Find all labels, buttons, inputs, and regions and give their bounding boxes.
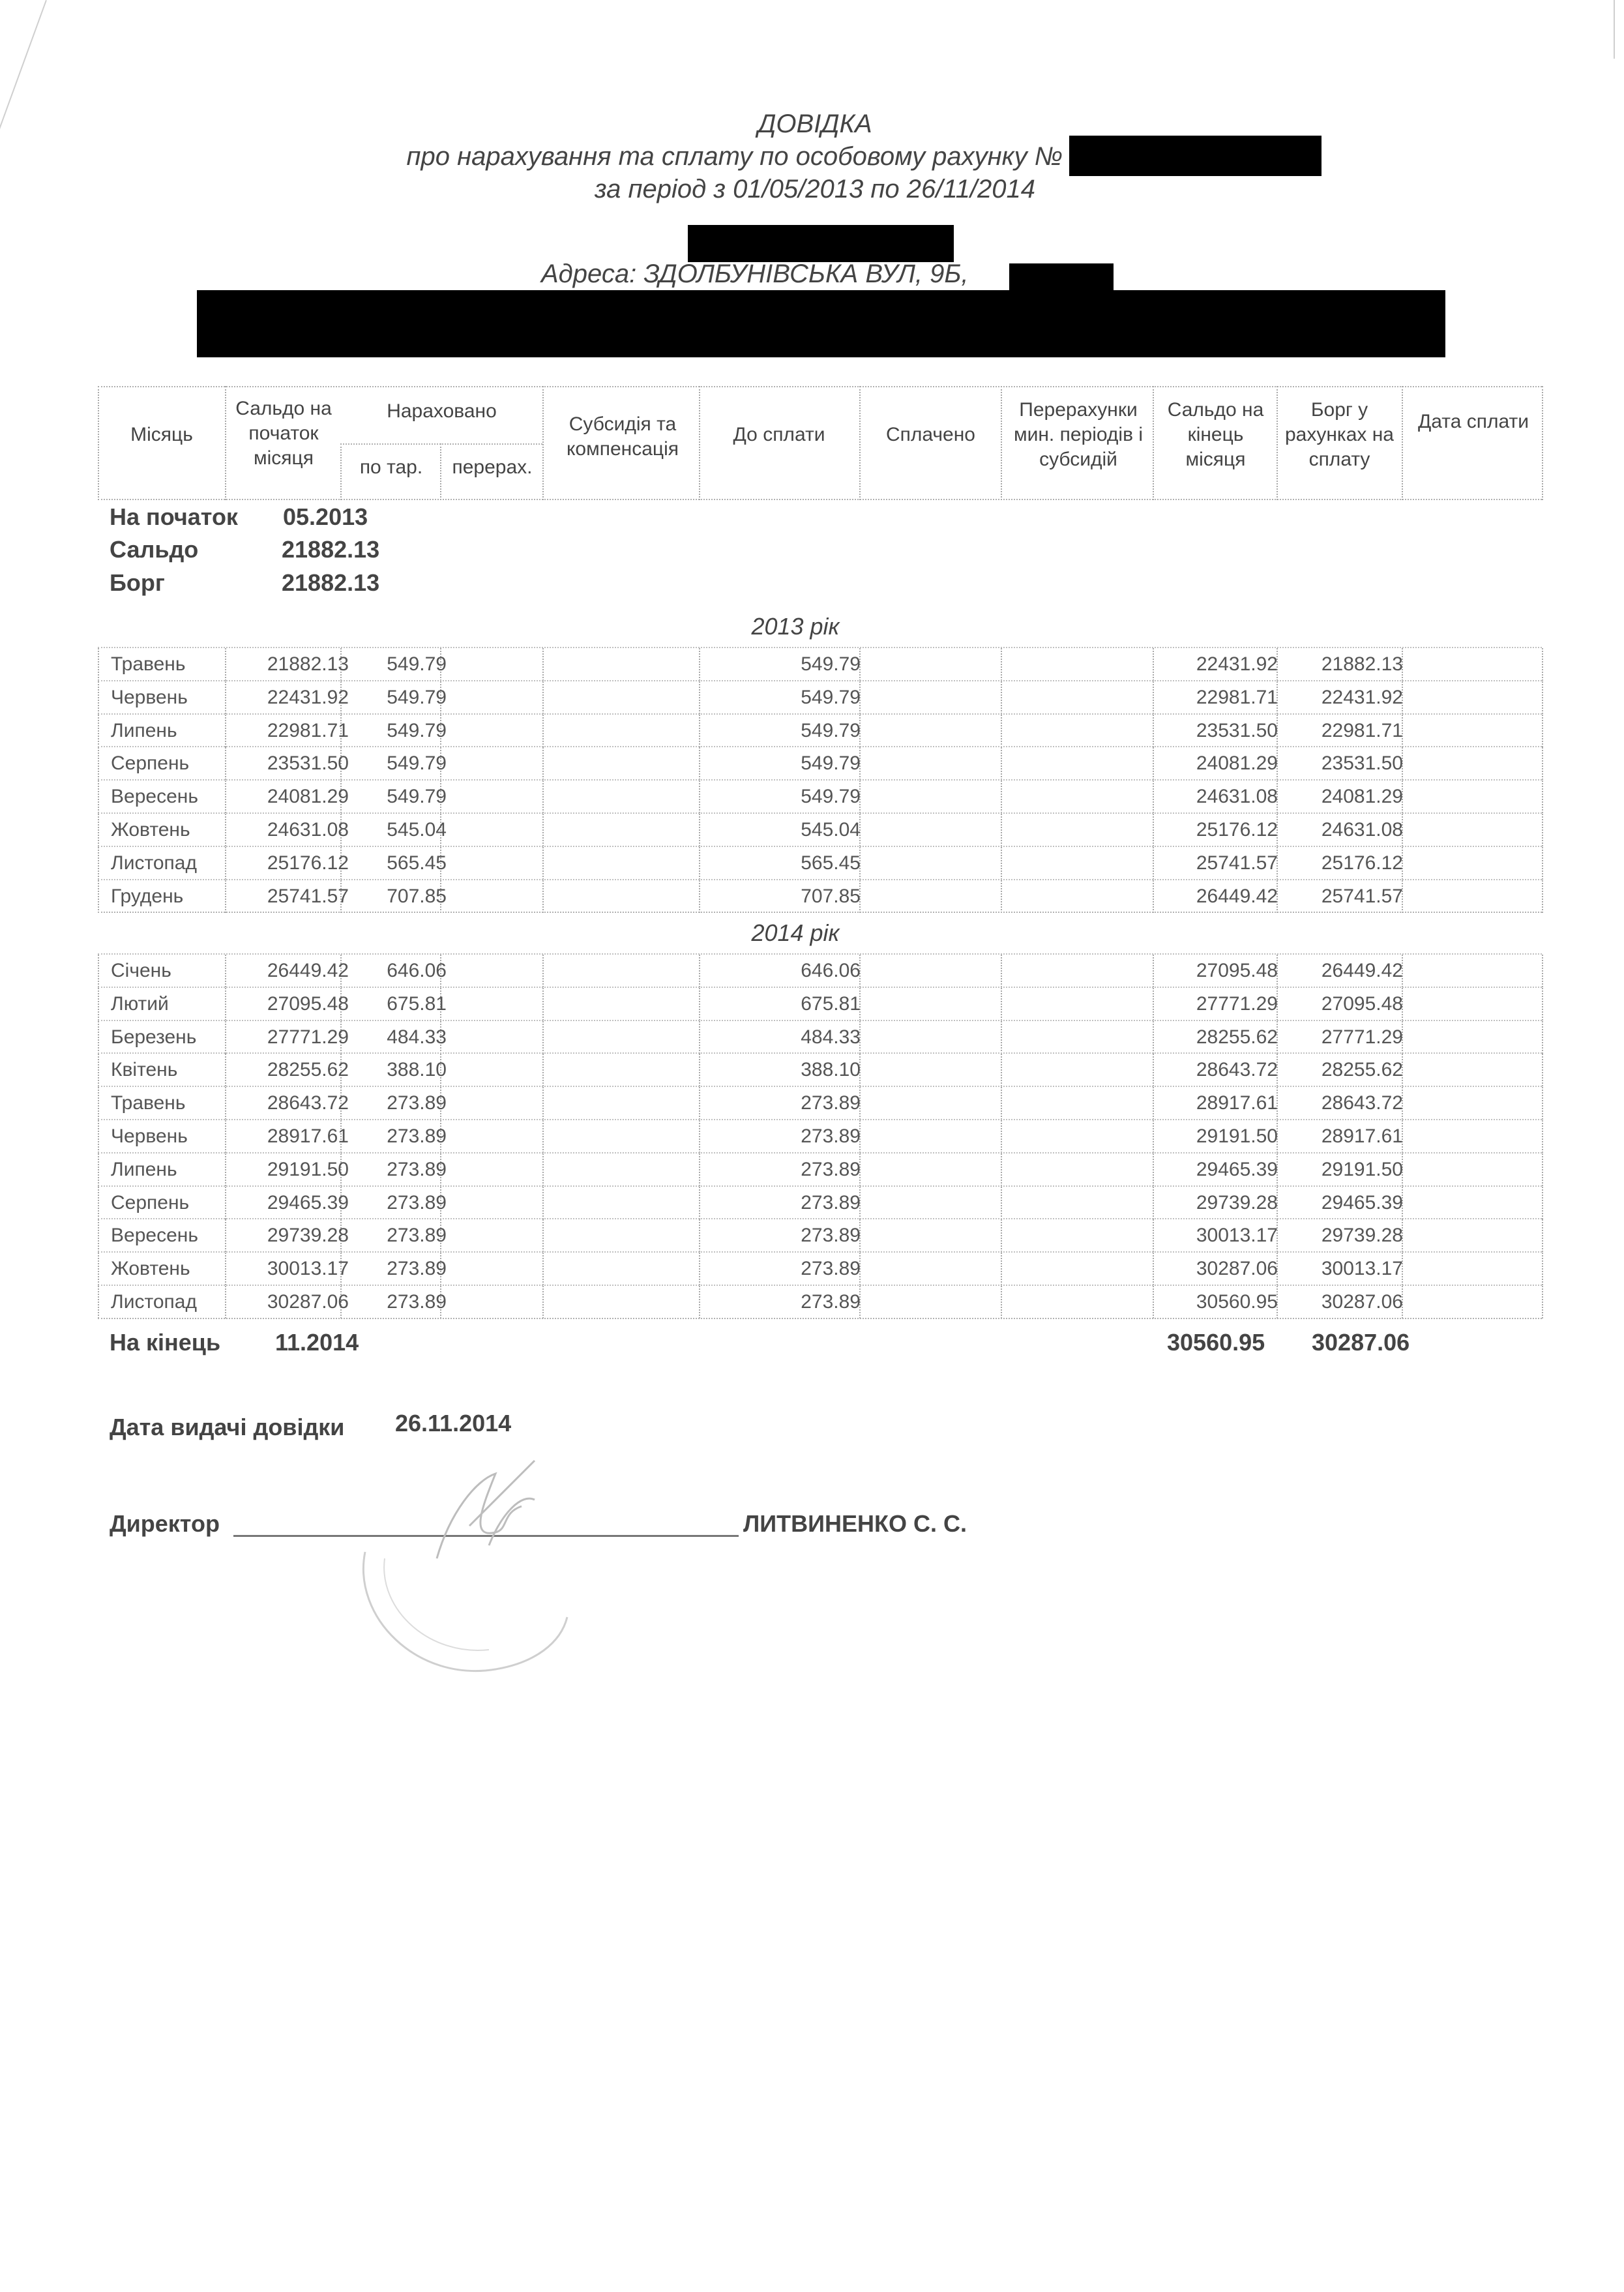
cell-tariff: 646.06 bbox=[387, 960, 447, 981]
table-row bbox=[98, 680, 1542, 714]
table-bottom-border bbox=[98, 912, 1542, 913]
cell-month: Вересень bbox=[111, 1225, 198, 1247]
document-title: ДОВІДКА bbox=[758, 110, 872, 138]
redacted-details-bar bbox=[197, 290, 1445, 357]
cell-debt: 24081.29 bbox=[1321, 786, 1403, 808]
cell-tariff: 273.89 bbox=[387, 1291, 447, 1313]
stamp-inner-ring bbox=[384, 1558, 489, 1650]
table-row bbox=[98, 1218, 1542, 1252]
header-col-divider bbox=[440, 443, 441, 500]
year-heading: 2014 рік bbox=[751, 919, 840, 946]
table-row bbox=[98, 1086, 1542, 1120]
year-heading: 2013 рік bbox=[751, 613, 840, 640]
cell-closing: 28255.62 bbox=[1196, 1026, 1278, 1048]
col-header-recalc-prev: Перерахунки мин. періодів і субсидій bbox=[1013, 399, 1144, 470]
cell-month: Червень bbox=[111, 1125, 188, 1147]
col-header-month: Місяць bbox=[130, 424, 193, 445]
cell-to-pay: 707.85 bbox=[801, 885, 861, 907]
row-col-divider bbox=[98, 1253, 99, 1285]
cell-debt: 30287.06 bbox=[1321, 1291, 1403, 1313]
cell-opening: 28643.72 bbox=[267, 1092, 349, 1114]
cell-closing: 28643.72 bbox=[1196, 1059, 1278, 1081]
table-row bbox=[98, 987, 1542, 1020]
start-balance: 21882.13 bbox=[282, 536, 380, 563]
document-period: за період з 01/05/2013 по 26/11/2014 bbox=[595, 175, 1035, 203]
cell-closing: 27095.48 bbox=[1196, 960, 1278, 981]
row-col-divider bbox=[699, 955, 700, 987]
row-col-divider bbox=[542, 781, 544, 813]
cell-tariff: 273.89 bbox=[387, 1225, 447, 1247]
cell-to-pay: 565.45 bbox=[801, 852, 861, 874]
row-col-divider bbox=[98, 880, 99, 913]
col-header-paid: Сплачено bbox=[885, 424, 975, 445]
table-row bbox=[98, 879, 1542, 913]
row-col-divider bbox=[699, 1087, 700, 1120]
row-col-divider bbox=[98, 1054, 99, 1086]
col-header-closing: Сальдо на кінець місяця bbox=[1167, 399, 1264, 470]
table-row bbox=[98, 1020, 1542, 1054]
cell-month: Березень bbox=[111, 1026, 197, 1048]
cell-month: Грудень bbox=[111, 885, 184, 907]
row-col-divider bbox=[1001, 1253, 1002, 1285]
cell-opening: 23531.50 bbox=[267, 752, 349, 775]
cell-to-pay: 273.89 bbox=[801, 1125, 861, 1147]
cell-tariff: 549.79 bbox=[387, 686, 447, 708]
header-col-divider bbox=[699, 386, 700, 500]
cell-closing: 28917.61 bbox=[1196, 1092, 1278, 1114]
director-name: ЛИТВИНЕНКО С. С. bbox=[743, 1510, 967, 1537]
signature-scribble bbox=[437, 1461, 535, 1558]
row-col-divider bbox=[1001, 1219, 1002, 1252]
row-col-divider bbox=[1542, 1054, 1543, 1086]
row-col-divider bbox=[699, 715, 700, 747]
cell-to-pay: 549.79 bbox=[801, 752, 861, 775]
row-col-divider bbox=[542, 1187, 544, 1219]
cell-opening: 28255.62 bbox=[267, 1059, 349, 1081]
row-col-divider bbox=[542, 955, 544, 987]
cell-month: Жовтень bbox=[111, 1258, 190, 1280]
issue-date-label: Дата видачі довідки bbox=[110, 1414, 345, 1440]
cell-month: Жовтень bbox=[111, 819, 190, 841]
row-col-divider bbox=[98, 781, 99, 813]
cell-opening: 24081.29 bbox=[267, 786, 349, 808]
director-label: Директор bbox=[110, 1510, 220, 1537]
table-row bbox=[98, 1185, 1542, 1219]
document-address: Адреса: ЗДОЛБУНІВСЬКА ВУЛ, 9Б, bbox=[541, 260, 969, 288]
cell-to-pay: 273.89 bbox=[801, 1158, 861, 1180]
cell-month: Лютий bbox=[111, 992, 169, 1015]
row-col-divider bbox=[542, 1054, 544, 1086]
row-col-divider bbox=[542, 648, 544, 681]
start-debt: 21882.13 bbox=[282, 569, 380, 596]
table-row bbox=[98, 1119, 1542, 1153]
cell-month: Серпень bbox=[111, 752, 190, 775]
cell-closing: 24081.29 bbox=[1196, 752, 1278, 775]
cell-closing: 25176.12 bbox=[1196, 819, 1278, 841]
cell-tariff: 549.79 bbox=[387, 786, 447, 808]
col-header-charged: Нараховано bbox=[387, 400, 497, 422]
cell-to-pay: 273.89 bbox=[801, 1291, 861, 1313]
cell-closing: 30287.06 bbox=[1196, 1258, 1278, 1280]
cell-month: Травень bbox=[111, 653, 186, 675]
table-row bbox=[98, 779, 1542, 813]
cell-month: Липень bbox=[111, 1158, 177, 1180]
row-col-divider bbox=[98, 814, 99, 846]
header-top-border bbox=[98, 386, 1542, 387]
cell-closing: 30013.17 bbox=[1196, 1225, 1278, 1247]
col-header-pay-date: Дата сплати bbox=[1417, 411, 1529, 432]
cell-opening: 27095.48 bbox=[267, 992, 349, 1015]
cell-tariff: 273.89 bbox=[387, 1258, 447, 1280]
row-col-divider bbox=[98, 1153, 99, 1186]
cell-opening: 25176.12 bbox=[267, 852, 349, 874]
row-col-divider bbox=[1542, 681, 1543, 714]
row-col-divider bbox=[1542, 814, 1543, 846]
cell-debt: 21882.13 bbox=[1321, 653, 1403, 675]
row-col-divider bbox=[1001, 988, 1002, 1020]
row-col-divider bbox=[1542, 648, 1543, 681]
row-col-divider bbox=[1001, 681, 1002, 714]
row-col-divider bbox=[1542, 1087, 1543, 1120]
cell-opening: 29465.39 bbox=[267, 1191, 349, 1213]
cell-to-pay: 549.79 bbox=[801, 786, 861, 808]
row-col-divider bbox=[1001, 1120, 1002, 1153]
row-col-divider bbox=[1001, 814, 1002, 846]
start-balance-label: Сальдо bbox=[110, 536, 199, 563]
cell-debt: 23531.50 bbox=[1321, 752, 1403, 775]
row-col-divider bbox=[98, 1087, 99, 1120]
header-col-divider bbox=[1542, 386, 1543, 500]
cell-month: Квітень bbox=[111, 1059, 178, 1081]
row-col-divider bbox=[542, 715, 544, 747]
cell-opening: 22981.71 bbox=[267, 719, 349, 741]
cell-to-pay: 545.04 bbox=[801, 819, 861, 841]
row-col-divider bbox=[542, 1021, 544, 1054]
row-col-divider bbox=[98, 1286, 99, 1318]
row-col-divider bbox=[699, 781, 700, 813]
table-row bbox=[98, 1251, 1542, 1285]
cell-debt: 29191.50 bbox=[1321, 1158, 1403, 1180]
row-col-divider bbox=[1542, 1286, 1543, 1318]
row-col-divider bbox=[699, 1253, 700, 1285]
cell-debt: 25176.12 bbox=[1321, 852, 1403, 874]
row-col-divider bbox=[1001, 1087, 1002, 1120]
row-col-divider bbox=[699, 1187, 700, 1219]
row-col-divider bbox=[1001, 1054, 1002, 1086]
row-col-divider bbox=[542, 880, 544, 913]
cell-tariff: 273.89 bbox=[387, 1125, 447, 1147]
cell-month: Серпень bbox=[111, 1191, 190, 1213]
row-col-divider bbox=[98, 681, 99, 714]
cell-opening: 30013.17 bbox=[267, 1258, 349, 1280]
cell-to-pay: 646.06 bbox=[801, 960, 861, 981]
cell-month: Вересень bbox=[111, 786, 198, 808]
issue-date: 26.11.2014 bbox=[395, 1410, 512, 1436]
start-period: 05.2013 bbox=[283, 503, 368, 530]
row-col-divider bbox=[98, 1021, 99, 1054]
cell-tariff: 484.33 bbox=[387, 1026, 447, 1048]
stamp-outline bbox=[363, 1552, 567, 1671]
row-col-divider bbox=[542, 1286, 544, 1318]
row-col-divider bbox=[1542, 1021, 1543, 1054]
row-col-divider bbox=[1542, 1120, 1543, 1153]
row-col-divider bbox=[699, 880, 700, 913]
row-col-divider bbox=[699, 1219, 700, 1252]
row-col-divider bbox=[98, 747, 99, 780]
row-col-divider bbox=[1001, 715, 1002, 747]
cell-closing: 24631.08 bbox=[1196, 786, 1278, 808]
col-header-subsidy: Субсидія та компенсація bbox=[566, 413, 679, 460]
cell-to-pay: 549.79 bbox=[801, 653, 861, 675]
cell-debt: 28917.61 bbox=[1321, 1125, 1403, 1147]
cell-to-pay: 273.89 bbox=[801, 1225, 861, 1247]
cell-tariff: 675.81 bbox=[387, 992, 447, 1015]
row-col-divider bbox=[98, 648, 99, 681]
row-col-divider bbox=[542, 847, 544, 880]
row-col-divider bbox=[98, 988, 99, 1020]
row-col-divider bbox=[1542, 747, 1543, 780]
cell-to-pay: 273.89 bbox=[801, 1191, 861, 1213]
row-col-divider bbox=[98, 955, 99, 987]
row-col-divider bbox=[1001, 847, 1002, 880]
header-col-divider bbox=[225, 386, 226, 500]
cell-closing: 29739.28 bbox=[1196, 1191, 1278, 1213]
row-col-divider bbox=[1001, 1286, 1002, 1318]
cell-month: Листопад bbox=[111, 1291, 197, 1313]
row-col-divider bbox=[1542, 781, 1543, 813]
row-col-divider bbox=[1001, 1187, 1002, 1219]
cell-tariff: 273.89 bbox=[387, 1092, 447, 1114]
cell-closing: 26449.42 bbox=[1196, 885, 1278, 907]
row-col-divider bbox=[699, 814, 700, 846]
row-col-divider bbox=[98, 847, 99, 880]
col-header-charged-tariff: по тар. bbox=[359, 456, 423, 478]
cell-tariff: 388.10 bbox=[387, 1059, 447, 1081]
header-col-divider bbox=[542, 386, 544, 500]
row-col-divider bbox=[542, 747, 544, 780]
redacted-account-number bbox=[1069, 136, 1321, 176]
cell-month: Липень bbox=[111, 719, 177, 741]
cell-month: Червень bbox=[111, 686, 188, 708]
row-col-divider bbox=[1542, 1253, 1543, 1285]
cell-tariff: 545.04 bbox=[387, 819, 447, 841]
row-col-divider bbox=[699, 1153, 700, 1186]
cell-tariff: 565.45 bbox=[387, 852, 447, 874]
cell-to-pay: 273.89 bbox=[801, 1258, 861, 1280]
header-col-divider bbox=[1153, 386, 1154, 500]
cell-debt: 24631.08 bbox=[1321, 819, 1403, 841]
cell-debt: 28255.62 bbox=[1321, 1059, 1403, 1081]
table-row bbox=[98, 1152, 1542, 1186]
header-col-divider bbox=[1277, 386, 1278, 500]
header-col-divider bbox=[340, 443, 342, 500]
row-col-divider bbox=[699, 681, 700, 714]
cell-debt: 25741.57 bbox=[1321, 885, 1403, 907]
table-row bbox=[98, 1052, 1542, 1086]
row-col-divider bbox=[1542, 955, 1543, 987]
table-row bbox=[98, 647, 1542, 681]
row-col-divider bbox=[699, 1120, 700, 1153]
cell-closing: 29191.50 bbox=[1196, 1125, 1278, 1147]
cell-debt: 29739.28 bbox=[1321, 1225, 1403, 1247]
header-col-divider bbox=[1402, 386, 1403, 500]
row-col-divider bbox=[1001, 955, 1002, 987]
table-bottom-border bbox=[98, 1318, 1542, 1319]
cell-month: Листопад bbox=[111, 852, 197, 874]
row-col-divider bbox=[98, 715, 99, 747]
row-col-divider bbox=[1001, 648, 1002, 681]
cell-opening: 29191.50 bbox=[267, 1158, 349, 1180]
row-col-divider bbox=[699, 847, 700, 880]
row-col-divider bbox=[542, 681, 544, 714]
cell-opening: 25741.57 bbox=[267, 885, 349, 907]
cell-to-pay: 388.10 bbox=[801, 1059, 861, 1081]
cell-tariff: 549.79 bbox=[387, 719, 447, 741]
cell-closing: 30560.95 bbox=[1196, 1291, 1278, 1313]
row-col-divider bbox=[1001, 1153, 1002, 1186]
header-col-divider bbox=[1001, 386, 1002, 500]
row-col-divider bbox=[1001, 1021, 1002, 1054]
cell-debt: 26449.42 bbox=[1321, 960, 1403, 981]
cell-tariff: 549.79 bbox=[387, 653, 447, 675]
cell-debt: 28643.72 bbox=[1321, 1092, 1403, 1114]
row-col-divider bbox=[699, 648, 700, 681]
row-col-divider bbox=[1542, 715, 1543, 747]
cell-closing: 22431.92 bbox=[1196, 653, 1278, 675]
start-label: На початок bbox=[110, 503, 238, 530]
row-col-divider bbox=[1542, 1187, 1543, 1219]
start-debt-label: Борг bbox=[110, 569, 165, 596]
cell-opening: 27771.29 bbox=[267, 1026, 349, 1048]
row-col-divider bbox=[699, 988, 700, 1020]
row-col-divider bbox=[542, 988, 544, 1020]
row-col-divider bbox=[98, 1219, 99, 1252]
row-col-divider bbox=[1001, 880, 1002, 913]
scan-edge-line-right bbox=[1614, 0, 1615, 59]
table-row bbox=[98, 953, 1542, 987]
col-header-charged-recalc: перерах. bbox=[452, 456, 533, 478]
table-row bbox=[98, 812, 1542, 846]
col-header-to-pay: До сплати bbox=[733, 424, 825, 445]
row-col-divider bbox=[98, 1120, 99, 1153]
row-col-divider bbox=[699, 1021, 700, 1054]
row-col-divider bbox=[699, 1286, 700, 1318]
cell-tariff: 549.79 bbox=[387, 752, 447, 775]
row-col-divider bbox=[699, 747, 700, 780]
end-label: На кінець bbox=[110, 1329, 221, 1356]
row-col-divider bbox=[98, 1187, 99, 1219]
cell-closing: 29465.39 bbox=[1196, 1158, 1278, 1180]
header-bottom-border bbox=[98, 499, 1542, 500]
row-col-divider bbox=[542, 1153, 544, 1186]
cell-closing: 27771.29 bbox=[1196, 992, 1278, 1015]
end-debt: 30287.06 bbox=[1312, 1329, 1410, 1356]
row-col-divider bbox=[542, 1219, 544, 1252]
cell-to-pay: 549.79 bbox=[801, 719, 861, 741]
row-col-divider bbox=[1542, 1219, 1543, 1252]
document-subtitle: про нарахування та сплату по особовому рахунку № bbox=[406, 142, 1063, 171]
row-col-divider bbox=[542, 1120, 544, 1153]
table-row bbox=[98, 746, 1542, 780]
cell-opening: 24631.08 bbox=[267, 819, 349, 841]
row-col-divider bbox=[1001, 781, 1002, 813]
redacted-owner-name bbox=[688, 225, 954, 262]
cell-tariff: 273.89 bbox=[387, 1191, 447, 1213]
row-col-divider bbox=[1542, 880, 1543, 913]
cell-opening: 26449.42 bbox=[267, 960, 349, 981]
cell-debt: 29465.39 bbox=[1321, 1191, 1403, 1213]
cell-opening: 30287.06 bbox=[267, 1291, 349, 1313]
row-col-divider bbox=[542, 1253, 544, 1285]
row-col-divider bbox=[542, 814, 544, 846]
end-closing: 30560.95 bbox=[1167, 1329, 1265, 1356]
row-col-divider bbox=[699, 1054, 700, 1086]
cell-opening: 28917.61 bbox=[267, 1125, 349, 1147]
cell-opening: 22431.92 bbox=[267, 686, 349, 708]
cell-debt: 22981.71 bbox=[1321, 719, 1403, 741]
col-header-opening: Сальдо на початок місяця bbox=[235, 398, 332, 469]
cell-month: Травень bbox=[111, 1092, 186, 1114]
charged-subheader-divider bbox=[340, 443, 542, 445]
cell-to-pay: 484.33 bbox=[801, 1026, 861, 1048]
cell-debt: 27095.48 bbox=[1321, 992, 1403, 1015]
cell-debt: 22431.92 bbox=[1321, 686, 1403, 708]
scan-edge-line bbox=[0, 0, 47, 282]
row-col-divider bbox=[1542, 847, 1543, 880]
cell-debt: 27771.29 bbox=[1321, 1026, 1403, 1048]
cell-tariff: 273.89 bbox=[387, 1158, 447, 1180]
row-col-divider bbox=[542, 1087, 544, 1120]
row-col-divider bbox=[1542, 988, 1543, 1020]
stamp-and-signature bbox=[339, 1435, 613, 1695]
cell-month: Січень bbox=[111, 960, 171, 981]
redacted-address-number bbox=[1009, 263, 1114, 291]
end-period: 11.2014 bbox=[275, 1329, 359, 1356]
cell-to-pay: 549.79 bbox=[801, 686, 861, 708]
col-header-debt: Борг у рахунках на сплату bbox=[1285, 399, 1394, 470]
cell-closing: 23531.50 bbox=[1196, 719, 1278, 741]
cell-to-pay: 675.81 bbox=[801, 992, 861, 1015]
cell-tariff: 707.85 bbox=[387, 885, 447, 907]
cell-opening: 29739.28 bbox=[267, 1225, 349, 1247]
table-row bbox=[98, 713, 1542, 747]
cell-closing: 22981.71 bbox=[1196, 686, 1278, 708]
cell-closing: 25741.57 bbox=[1196, 852, 1278, 874]
cell-to-pay: 273.89 bbox=[801, 1092, 861, 1114]
table-row bbox=[98, 1285, 1542, 1318]
cell-opening: 21882.13 bbox=[267, 653, 349, 675]
table-row bbox=[98, 846, 1542, 880]
row-col-divider bbox=[1542, 1153, 1543, 1186]
cell-debt: 30013.17 bbox=[1321, 1258, 1403, 1280]
row-col-divider bbox=[1001, 747, 1002, 780]
